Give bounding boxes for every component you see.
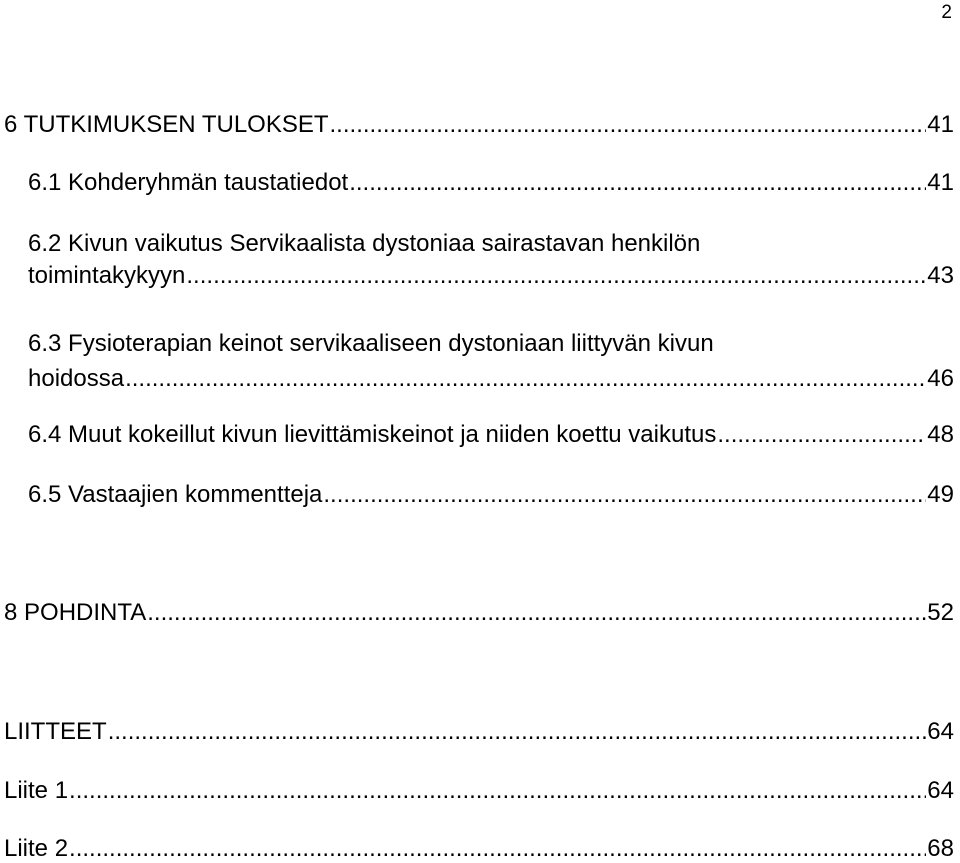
toc-leader [125,361,926,396]
toc-entry-6-3[interactable] [28,326,954,396]
toc-title-line1: 6.3 Fysioterapian keinot servikaaliseen dystoniaan liittyvän kivun [28,330,714,357]
toc-title: LIITTEET [4,718,107,745]
toc-leader [349,168,926,197]
toc-title: toimintakykyyn [28,262,186,289]
toc-entry-8[interactable] [4,598,954,627]
toc-title-line1: 6.2 Kivun vaikutus Servikaalista dystoniaa sairastavan henkilön [28,230,701,257]
toc-title: 6.1 Kohderyhmän taustatiedot [28,169,349,196]
toc-title: Liite 1 [4,777,69,804]
toc-page-number: 64 [927,718,954,745]
toc-entry-6[interactable] [4,110,954,139]
toc-page-number: 43 [927,262,954,289]
toc-entry-6-2[interactable] [28,228,954,292]
toc-title: hoidossa [28,365,125,392]
toc-leader [69,834,926,863]
page-number: 2 [941,2,952,23]
toc-page-number: 41 [927,169,954,196]
toc-title: 6 TUTKIMUKSEN TULOKSET [4,111,329,138]
toc-leader [186,260,926,292]
toc-leader [147,598,926,627]
toc-leader [108,717,927,746]
toc-title: Liite 2 [4,835,69,862]
toc-leader [717,420,926,449]
toc-page-number: 46 [927,365,954,392]
toc-entry-6-1[interactable] [28,168,954,197]
toc-page-number: 64 [927,777,954,804]
toc-entry-liite-1[interactable] [4,776,954,805]
toc-page-number: 68 [927,835,954,862]
toc-title: 6.5 Vastaajien kommentteja [28,481,323,508]
toc-title: 8 POHDINTA [4,599,147,626]
toc-entry-liite-2[interactable] [4,834,954,863]
toc-page-number: 49 [927,481,954,508]
toc-page-number: 48 [927,421,954,448]
toc-leader [69,776,926,805]
toc-leader [323,480,926,509]
toc-title: 6.4 Muut kokeillut kivun lievittämiskeinot ja niiden koettu vaikutus [28,421,717,448]
toc-entry-liitteet[interactable] [4,717,954,746]
toc-leader [330,110,927,139]
toc-entry-6-5[interactable] [28,480,954,509]
toc-page-number: 41 [927,111,954,138]
toc-entry-6-4[interactable] [28,420,954,449]
toc-page-number: 52 [927,599,954,626]
